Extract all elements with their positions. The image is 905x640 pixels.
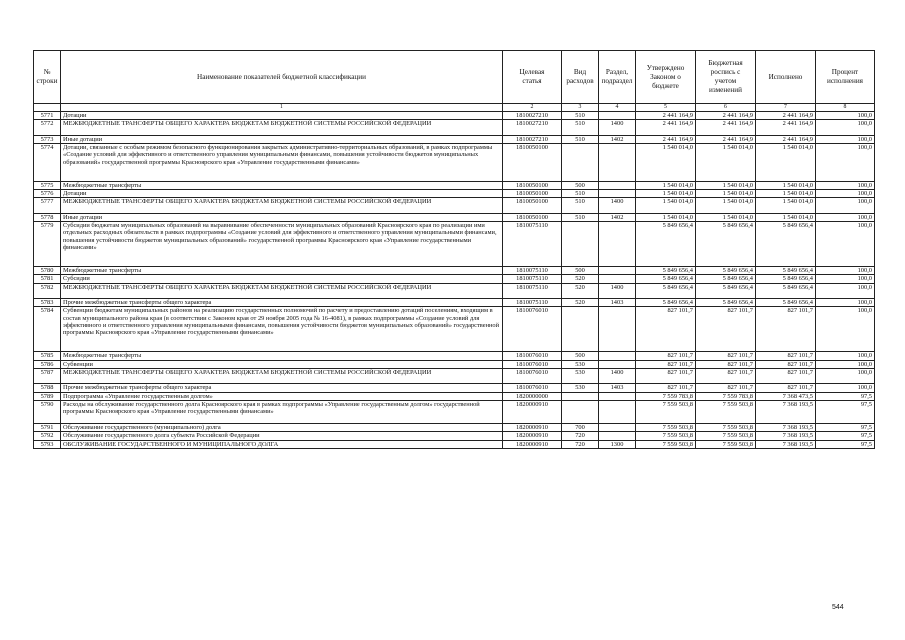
percent-cell: 97,5 — [816, 423, 875, 431]
executed-amount-cell: 1 540 014,0 — [756, 144, 816, 182]
percent-cell: 100,0 — [816, 181, 875, 189]
percent-cell: 100,0 — [816, 266, 875, 274]
table-row — [34, 198, 875, 214]
expense-type-cell: 510 — [562, 213, 599, 221]
approved-amount-cell: 2 441 164,9 — [636, 120, 696, 136]
percent-cell: 100,0 — [816, 352, 875, 360]
table-row — [34, 307, 875, 352]
section-cell: 1400 — [599, 283, 636, 299]
indicator-name-cell: Дотации, связанные с особым режимом безопасного функционирования закрытых административно-территориальных образований, в рамках подпрограммы «Создание условий для эффективного и ответственного управления муниципальными финансами, повышения устойчивости бюджетов муниципальных образований» государственной программы Красноярского края «Управление государственными финансами» — [61, 144, 503, 182]
target-article-cell: 1820000910 — [503, 440, 562, 448]
expense-type-cell: 520 — [562, 283, 599, 299]
budget-schedule-amount-cell: 1 540 014,0 — [696, 198, 756, 214]
row-number-cell: 5774 — [34, 144, 61, 182]
executed-amount-cell: 2 441 164,9 — [756, 120, 816, 136]
indicator-name-cell: Подпрограмма «Управление государственным долгом» — [61, 392, 503, 400]
section-cell: 1402 — [599, 213, 636, 221]
table-row — [34, 144, 875, 182]
header-approved: Утверждено Законом о бюджете — [636, 51, 696, 104]
budget-schedule-amount-cell: 5 849 656,4 — [696, 283, 756, 299]
indicator-name-cell: Прочие межбюджетные трансферты общего характера — [61, 299, 503, 307]
column-number: 8 — [816, 104, 875, 112]
row-number-cell: 5775 — [34, 181, 61, 189]
budget-schedule-amount-cell: 5 849 656,4 — [696, 275, 756, 283]
executed-amount-cell: 5 849 656,4 — [756, 275, 816, 283]
section-cell — [599, 360, 636, 368]
target-article-cell: 1810050100 — [503, 213, 562, 221]
row-number-cell: 5791 — [34, 423, 61, 431]
header-target-article: Целевая статья — [503, 51, 562, 104]
expense-type-cell: 530 — [562, 360, 599, 368]
table-row — [34, 392, 875, 400]
indicator-name-cell: МЕЖБЮДЖЕТНЫЕ ТРАНСФЕРТЫ ОБЩЕГО ХАРАКТЕРА БЮДЖЕТАМ БЮДЖЕТНОЙ СИСТЕМЫ РОССИЙСКОЙ ФЕДЕРАЦИИ — [61, 120, 503, 136]
budget-schedule-amount-cell: 2 441 164,9 — [696, 112, 756, 120]
section-cell — [599, 222, 636, 267]
executed-amount-cell: 5 849 656,4 — [756, 299, 816, 307]
approved-amount-cell: 2 441 164,9 — [636, 112, 696, 120]
executed-amount-cell: 1 540 014,0 — [756, 213, 816, 221]
table-row — [34, 423, 875, 431]
table-row — [34, 189, 875, 197]
budget-schedule-amount-cell: 7 559 503,8 — [696, 440, 756, 448]
budget-schedule-amount-cell: 2 441 164,9 — [696, 120, 756, 136]
expense-type-cell: 720 — [562, 432, 599, 440]
section-cell — [599, 352, 636, 360]
expense-type-cell: 520 — [562, 275, 599, 283]
column-number: 3 — [562, 104, 599, 112]
table-row — [34, 368, 875, 384]
budget-schedule-amount-cell: 827 101,7 — [696, 360, 756, 368]
table-row — [34, 181, 875, 189]
section-cell — [599, 307, 636, 352]
column-number: 4 — [599, 104, 636, 112]
row-number-cell: 5771 — [34, 112, 61, 120]
expense-type-cell: 500 — [562, 266, 599, 274]
row-number-cell: 5772 — [34, 120, 61, 136]
target-article-cell: 1810076010 — [503, 307, 562, 352]
row-number-cell: 5790 — [34, 401, 61, 424]
section-cell: 1400 — [599, 368, 636, 384]
expense-type-cell: 500 — [562, 352, 599, 360]
approved-amount-cell: 7 559 503,8 — [636, 432, 696, 440]
target-article-cell: 1820000910 — [503, 432, 562, 440]
approved-amount-cell: 1 540 014,0 — [636, 189, 696, 197]
approved-amount-cell: 1 540 014,0 — [636, 181, 696, 189]
approved-amount-cell: 827 101,7 — [636, 360, 696, 368]
table-row — [34, 283, 875, 299]
percent-cell: 100,0 — [816, 283, 875, 299]
approved-amount-cell: 5 849 656,4 — [636, 222, 696, 267]
row-number-cell: 5778 — [34, 213, 61, 221]
executed-amount-cell: 7 368 473,5 — [756, 392, 816, 400]
row-number-cell: 5792 — [34, 432, 61, 440]
percent-cell: 97,5 — [816, 432, 875, 440]
target-article-cell: 1810075110 — [503, 299, 562, 307]
approved-amount-cell: 1 540 014,0 — [636, 144, 696, 182]
section-cell — [599, 432, 636, 440]
target-article-cell: 1810050100 — [503, 181, 562, 189]
executed-amount-cell: 7 368 193,5 — [756, 401, 816, 424]
budget-schedule-amount-cell: 827 101,7 — [696, 368, 756, 384]
section-cell — [599, 144, 636, 182]
budget-schedule-amount-cell: 2 441 164,9 — [696, 135, 756, 143]
table-body — [34, 112, 875, 449]
percent-cell: 100,0 — [816, 360, 875, 368]
table-row — [34, 266, 875, 274]
indicator-name-cell: МЕЖБЮДЖЕТНЫЕ ТРАНСФЕРТЫ ОБЩЕГО ХАРАКТЕРА БЮДЖЕТАМ БЮДЖЕТНОЙ СИСТЕМЫ РОССИЙСКОЙ ФЕДЕРАЦИИ — [61, 198, 503, 214]
executed-amount-cell: 1 540 014,0 — [756, 189, 816, 197]
row-number-cell: 5789 — [34, 392, 61, 400]
percent-cell: 100,0 — [816, 213, 875, 221]
approved-amount-cell: 7 559 503,8 — [636, 401, 696, 424]
table-row — [34, 213, 875, 221]
indicator-name-cell: МЕЖБЮДЖЕТНЫЕ ТРАНСФЕРТЫ ОБЩЕГО ХАРАКТЕРА БЮДЖЕТАМ БЮДЖЕТНОЙ СИСТЕМЫ РОССИЙСКОЙ ФЕДЕРАЦИИ — [61, 368, 503, 384]
approved-amount-cell: 5 849 656,4 — [636, 283, 696, 299]
indicator-name-cell: МЕЖБЮДЖЕТНЫЕ ТРАНСФЕРТЫ ОБЩЕГО ХАРАКТЕРА БЮДЖЕТАМ БЮДЖЕТНОЙ СИСТЕМЫ РОССИЙСКОЙ ФЕДЕРАЦИИ — [61, 283, 503, 299]
table-row — [34, 352, 875, 360]
column-number: 6 — [696, 104, 756, 112]
header-section: Раздел, подраздел — [599, 51, 636, 104]
percent-cell: 97,5 — [816, 440, 875, 448]
expense-type-cell: 510 — [562, 135, 599, 143]
column-number: 2 — [503, 104, 562, 112]
indicator-name-cell: Межбюджетные трансферты — [61, 266, 503, 274]
section-cell: 1400 — [599, 198, 636, 214]
approved-amount-cell: 7 559 503,8 — [636, 423, 696, 431]
expense-type-cell — [562, 307, 599, 352]
header-executed: Исполнено — [756, 51, 816, 104]
table-row — [34, 401, 875, 424]
budget-schedule-amount-cell: 7 559 783,8 — [696, 392, 756, 400]
column-number: 5 — [636, 104, 696, 112]
budget-schedule-amount-cell: 1 540 014,0 — [696, 189, 756, 197]
executed-amount-cell: 7 368 193,5 — [756, 432, 816, 440]
executed-amount-cell: 7 368 193,5 — [756, 423, 816, 431]
percent-cell: 97,5 — [816, 392, 875, 400]
indicator-name-cell: Иные дотации — [61, 135, 503, 143]
section-cell: 1400 — [599, 120, 636, 136]
expense-type-cell: 520 — [562, 299, 599, 307]
approved-amount-cell: 827 101,7 — [636, 352, 696, 360]
column-number: 1 — [61, 104, 503, 112]
table-row — [34, 222, 875, 267]
expense-type-cell — [562, 144, 599, 182]
executed-amount-cell: 1 540 014,0 — [756, 181, 816, 189]
section-cell — [599, 392, 636, 400]
budget-schedule-amount-cell: 1 540 014,0 — [696, 213, 756, 221]
expense-type-cell: 720 — [562, 440, 599, 448]
approved-amount-cell: 2 441 164,9 — [636, 135, 696, 143]
budget-schedule-amount-cell: 1 540 014,0 — [696, 181, 756, 189]
budget-schedule-amount-cell: 5 849 656,4 — [696, 222, 756, 267]
expense-type-cell: 510 — [562, 198, 599, 214]
indicator-name-cell: Расходы на обслуживание государственного долга Красноярского края в рамках подпрограммы «Управление государственным долгом» государственной программы Красноярского края «Управление государственными финансами» — [61, 401, 503, 424]
table-row — [34, 112, 875, 120]
target-article-cell: 1810050100 — [503, 198, 562, 214]
budget-table-sheet — [33, 50, 874, 449]
indicator-name-cell: Субвенции — [61, 360, 503, 368]
expense-type-cell — [562, 222, 599, 267]
indicator-name-cell: Межбюджетные трансферты — [61, 181, 503, 189]
target-article-cell: 1810027210 — [503, 112, 562, 120]
target-article-cell: 1810075110 — [503, 283, 562, 299]
indicator-name-cell: Дотации — [61, 189, 503, 197]
approved-amount-cell: 827 101,7 — [636, 307, 696, 352]
executed-amount-cell: 2 441 164,9 — [756, 112, 816, 120]
indicator-name-cell: Субвенции бюджетам муниципальных районов на реализацию государственных полномочий по расчету и предоставлению дотаций поселениям, входящим в состав муниципального района края (в соответствии с Законом края от 29 ноября 2005 года № 16-4081), в рамках подпрограммы «Создание условий для эффективного и ответственного управления муниципальными финансами, повышения устойчивости бюджетов муниципальных образований» государственной программы Красноярского края «Управление государственными финансами» — [61, 307, 503, 352]
target-article-cell: 1820000910 — [503, 423, 562, 431]
approved-amount-cell: 1 540 014,0 — [636, 213, 696, 221]
section-cell: 1300 — [599, 440, 636, 448]
expense-type-cell — [562, 401, 599, 424]
section-cell — [599, 181, 636, 189]
percent-cell: 100,0 — [816, 120, 875, 136]
table-row — [34, 360, 875, 368]
header-expense-type: Вид расходов — [562, 51, 599, 104]
budget-schedule-amount-cell: 7 559 503,8 — [696, 401, 756, 424]
header-row — [34, 51, 875, 104]
budget-schedule-amount-cell: 5 849 656,4 — [696, 266, 756, 274]
section-cell — [599, 423, 636, 431]
target-article-cell: 1810076010 — [503, 352, 562, 360]
table-row — [34, 135, 875, 143]
row-number-cell: 5776 — [34, 189, 61, 197]
row-number-cell: 5788 — [34, 384, 61, 392]
budget-execution-table — [33, 50, 875, 449]
row-number-cell: 5781 — [34, 275, 61, 283]
percent-cell: 100,0 — [816, 135, 875, 143]
percent-cell: 100,0 — [816, 275, 875, 283]
expense-type-cell: 510 — [562, 189, 599, 197]
section-cell — [599, 189, 636, 197]
expense-type-cell: 700 — [562, 423, 599, 431]
indicator-name-cell: ОБСЛУЖИВАНИЕ ГОСУДАРСТВЕННОГО И МУНИЦИПАЛЬНОГО ДОЛГА — [61, 440, 503, 448]
budget-schedule-amount-cell: 7 559 503,8 — [696, 423, 756, 431]
budget-schedule-amount-cell: 1 540 014,0 — [696, 144, 756, 182]
target-article-cell: 1810076010 — [503, 368, 562, 384]
indicator-name-cell: Иные дотации — [61, 213, 503, 221]
percent-cell: 100,0 — [816, 384, 875, 392]
page-number: 544 — [832, 604, 844, 611]
target-article-cell: 1820000910 — [503, 401, 562, 424]
indicator-name-cell: Субсидии бюджетам муниципальных образований на выравнивание обеспеченности муниципальных образований Красноярского края по реализации ими отдельных расходных обязательств в рамках подпрограммы «Создание условий для эффективного и ответственного управления муниципальными финансами, повышения устойчивости бюджетов муниципальных образований» государственной программы Красноярского края «Управление государственными финансами» — [61, 222, 503, 267]
row-number-cell: 5777 — [34, 198, 61, 214]
target-article-cell: 1810076010 — [503, 360, 562, 368]
table-row — [34, 275, 875, 283]
executed-amount-cell: 827 101,7 — [756, 352, 816, 360]
budget-schedule-amount-cell: 7 559 503,8 — [696, 432, 756, 440]
expense-type-cell: 510 — [562, 120, 599, 136]
executed-amount-cell: 5 849 656,4 — [756, 222, 816, 267]
row-number-cell: 5785 — [34, 352, 61, 360]
percent-cell: 100,0 — [816, 307, 875, 352]
target-article-cell: 1810075110 — [503, 222, 562, 267]
row-number-cell: 5787 — [34, 368, 61, 384]
row-number-cell: 5773 — [34, 135, 61, 143]
executed-amount-cell: 7 368 193,5 — [756, 440, 816, 448]
indicator-name-cell: Дотации — [61, 112, 503, 120]
executed-amount-cell: 5 849 656,4 — [756, 283, 816, 299]
target-article-cell: 1810050100 — [503, 189, 562, 197]
indicator-name-cell: Межбюджетные трансферты — [61, 352, 503, 360]
expense-type-cell: 530 — [562, 368, 599, 384]
expense-type-cell: 530 — [562, 384, 599, 392]
row-number-cell: 5779 — [34, 222, 61, 267]
budget-schedule-amount-cell: 5 849 656,4 — [696, 299, 756, 307]
table-row — [34, 299, 875, 307]
executed-amount-cell: 827 101,7 — [756, 368, 816, 384]
section-cell: 1403 — [599, 299, 636, 307]
row-number-cell: 5786 — [34, 360, 61, 368]
table-row — [34, 384, 875, 392]
approved-amount-cell: 5 849 656,4 — [636, 266, 696, 274]
row-number-cell: 5782 — [34, 283, 61, 299]
header-row-number: № строки — [34, 51, 61, 104]
column-number: 7 — [756, 104, 816, 112]
indicator-name-cell: Прочие межбюджетные трансферты общего характера — [61, 384, 503, 392]
executed-amount-cell: 827 101,7 — [756, 384, 816, 392]
header-percent: Процент исполнения — [816, 51, 875, 104]
percent-cell: 100,0 — [816, 189, 875, 197]
column-number-row — [34, 104, 875, 112]
target-article-cell: 1810050100 — [503, 144, 562, 182]
header-indicator-name: Наименование показателей бюджетной классификации — [61, 51, 503, 104]
row-number-cell: 5793 — [34, 440, 61, 448]
section-cell — [599, 401, 636, 424]
percent-cell: 100,0 — [816, 222, 875, 267]
expense-type-cell: 500 — [562, 181, 599, 189]
target-article-cell: 1810075110 — [503, 275, 562, 283]
percent-cell: 100,0 — [816, 112, 875, 120]
executed-amount-cell: 1 540 014,0 — [756, 198, 816, 214]
row-number-cell: 5780 — [34, 266, 61, 274]
section-cell: 1402 — [599, 135, 636, 143]
executed-amount-cell: 827 101,7 — [756, 307, 816, 352]
indicator-name-cell: Субсидии — [61, 275, 503, 283]
budget-schedule-amount-cell: 827 101,7 — [696, 384, 756, 392]
percent-cell: 100,0 — [816, 299, 875, 307]
executed-amount-cell: 827 101,7 — [756, 360, 816, 368]
section-cell — [599, 275, 636, 283]
table-row — [34, 440, 875, 448]
executed-amount-cell: 2 441 164,9 — [756, 135, 816, 143]
approved-amount-cell: 827 101,7 — [636, 384, 696, 392]
target-article-cell: 1810076010 — [503, 384, 562, 392]
approved-amount-cell: 5 849 656,4 — [636, 275, 696, 283]
percent-cell: 100,0 — [816, 198, 875, 214]
target-article-cell: 1810075110 — [503, 266, 562, 274]
percent-cell: 97,5 — [816, 401, 875, 424]
approved-amount-cell: 1 540 014,0 — [636, 198, 696, 214]
column-number — [34, 104, 61, 112]
row-number-cell: 5784 — [34, 307, 61, 352]
expense-type-cell — [562, 392, 599, 400]
section-cell: 1403 — [599, 384, 636, 392]
row-number-cell: 5783 — [34, 299, 61, 307]
section-cell — [599, 112, 636, 120]
indicator-name-cell: Обслуживание государственного (муниципального) долга — [61, 423, 503, 431]
approved-amount-cell: 7 559 503,8 — [636, 440, 696, 448]
target-article-cell: 1810027210 — [503, 135, 562, 143]
budget-schedule-amount-cell: 827 101,7 — [696, 307, 756, 352]
indicator-name-cell: Обслуживание государственного долга субъекта Российской Федерации — [61, 432, 503, 440]
table-row — [34, 120, 875, 136]
executed-amount-cell: 5 849 656,4 — [756, 266, 816, 274]
percent-cell: 100,0 — [816, 144, 875, 182]
target-article-cell: 1820000000 — [503, 392, 562, 400]
budget-schedule-amount-cell: 827 101,7 — [696, 352, 756, 360]
percent-cell: 100,0 — [816, 368, 875, 384]
header-budget-schedule: Бюджетная роспись с учетом изменений — [696, 51, 756, 104]
target-article-cell: 1810027210 — [503, 120, 562, 136]
expense-type-cell: 510 — [562, 112, 599, 120]
approved-amount-cell: 827 101,7 — [636, 368, 696, 384]
approved-amount-cell: 7 559 783,8 — [636, 392, 696, 400]
approved-amount-cell: 5 849 656,4 — [636, 299, 696, 307]
section-cell — [599, 266, 636, 274]
table-row — [34, 432, 875, 440]
